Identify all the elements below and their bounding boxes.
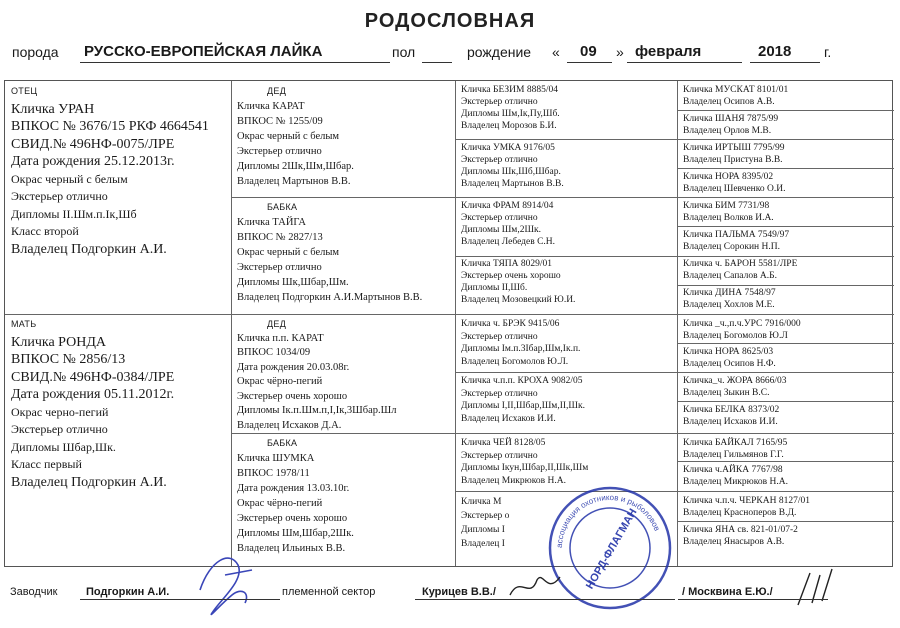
quote-open: « [552, 44, 560, 60]
gggp-line: Кличка ДИНА 7548/97 [683, 288, 776, 298]
grandparent-cell [237, 317, 451, 431]
row-divider [455, 372, 894, 373]
signature-footer [10, 586, 890, 604]
sector-value: Курицев В.В./ [422, 586, 496, 598]
mother-line: Экстерьер отлично [11, 422, 108, 436]
ggp-line: Дипломы Шк,Шб,Шбар. [461, 167, 561, 177]
ggp-cell [461, 200, 673, 255]
gggp-line: Владелец Осипов А.В. [683, 97, 775, 107]
gggp-cell [683, 200, 891, 226]
grandparent-line: Кличка п.п. КАРАТ [237, 332, 324, 344]
ggp-line: Владелец I [461, 539, 505, 549]
row-divider [231, 433, 894, 434]
ggp-line: Владелец Лебедев С.Н. [461, 237, 556, 247]
gggp-line: Владелец Янасыров А.В. [683, 537, 785, 547]
row-divider [677, 401, 894, 402]
mother-line: СВИД.№ 496НФ-0384/ЛРЕ [11, 369, 175, 385]
father-line: Дата рождения 25.12.2013г. [11, 154, 175, 169]
ggp-line: Дипломы II,Шб. [461, 283, 528, 293]
grandparent-line: Кличка КАРАТ [237, 101, 305, 112]
breed-value: РУССКО-ЕВРОПЕЙСКАЯ ЛАЙКА [84, 43, 323, 60]
gggp-line: Кличка ПАЛЬМА 7549/97 [683, 230, 790, 240]
column-divider [677, 81, 678, 566]
mother-title: МАТЬ [11, 319, 37, 329]
gggp-cell [683, 171, 891, 197]
father-line: СВИД.№ 496НФ-0075/ЛРЕ [11, 136, 175, 152]
gggp-line: Владелец Богомолов Ю.Л [683, 331, 788, 341]
gggp-line: Владелец Микрюков Н.А. [683, 477, 788, 487]
year-suffix: г. [824, 44, 832, 60]
gggp-cell [683, 464, 891, 490]
breeder-underline [80, 599, 280, 600]
sex-underline [422, 62, 452, 63]
gggp-line: Владелец Сорокин Н.П. [683, 242, 780, 252]
grandparent-line: Окрас чёрно-пегий [237, 498, 323, 509]
gggp-line: Кличка _ч.,п.ч.УРС 7916/000 [683, 319, 801, 329]
breeder-value: Подгоркин А.И. [86, 586, 170, 598]
grandparent-line: ВПКОС № 2827/13 [237, 232, 323, 243]
row-divider [677, 168, 894, 169]
row-divider [677, 521, 894, 522]
ggp-line: Экстерьер отлично [461, 450, 538, 461]
gggp-line: Кличка ИРТЫШ 7795/99 [683, 143, 785, 153]
gggp-cell [683, 142, 891, 168]
grandparent-line: Дата рождения 20.03.08г. [237, 361, 350, 373]
grandparent-line: Экстерьер отлично [237, 262, 322, 273]
birth-label: рождение [467, 44, 532, 60]
father-line: ВПКОС № 3676/15 РКФ 4664541 [11, 119, 209, 134]
row-divider [5, 314, 894, 315]
gggp-line: Кличка МУСКАТ 8101/01 [683, 85, 789, 95]
grandparent-line: Экстерьер очень хорошо [237, 513, 348, 524]
grandparent-title: БАБКА [267, 202, 298, 212]
birth-day: 09 [580, 43, 597, 60]
gggp-cell [683, 404, 891, 432]
mother-line: ВПКОС № 2856/13 [11, 352, 126, 367]
ggp-line: Экстерьер отлично [461, 331, 538, 342]
grandparent-line: Владелец Мартынов В.В. [237, 176, 351, 187]
ggp-line: Кличка ЧЕЙ 8128/05 [461, 438, 546, 448]
grandparent-line: Дата рождения 13.03.10г. [237, 483, 350, 494]
gggp-line: Кличка БИМ 7731/98 [683, 201, 770, 211]
gggp-cell [683, 437, 891, 461]
birth-month: февраля [635, 43, 702, 60]
mother-line: Кличка РОНДА [11, 334, 106, 350]
ggp-cell [461, 84, 673, 138]
mother-line: Дипломы Шбар,Шк. [11, 439, 116, 454]
grandparent-title: ДЕД [267, 86, 287, 96]
grandparent-line: Кличка ШУМКА [237, 453, 315, 464]
mother-line: Дата рождения 05.11.2012г. [11, 387, 175, 402]
grandparent-line: ВПКОС 1978/11 [237, 468, 310, 479]
gggp-line: Владелец Красноперов В.Д. [683, 508, 797, 518]
ggp-line: Кличка ч. БРЭК 9415/06 [461, 319, 560, 329]
gggp-line: Владелец Орлов М.В. [683, 126, 772, 136]
grandparent-line: Окрас чёрно-пегий [237, 376, 323, 387]
ggp-line: Экстерьер отлично [461, 97, 538, 107]
gggp-cell [683, 229, 891, 255]
column-divider [231, 81, 232, 566]
grandparent-line: Владелец Ильиных В.В. [237, 543, 346, 554]
document-title: РОДОСЛОВНАЯ [364, 10, 536, 32]
row-divider [677, 461, 894, 462]
sector-underline [415, 599, 675, 600]
head-value: / Москвина Е.Ю./ [682, 586, 773, 598]
stamp-ring-text: ассоциация охотников и рыболовов [554, 492, 662, 549]
row-divider [677, 226, 894, 227]
gggp-cell [683, 84, 891, 110]
gggp-line: Кличка ч. БАРОН 5581/ЛРЕ [683, 259, 798, 269]
grandparent-cell [237, 84, 451, 194]
grandparent-line: Владелец Исхаков Д.А. [237, 419, 342, 431]
column-divider [455, 81, 456, 566]
breed-underline [80, 62, 390, 63]
gggp-line: Владелец Волков И.А. [683, 213, 774, 223]
breeder-signature [190, 545, 270, 620]
gggp-line: Владелец Исхаков И.И. [683, 417, 778, 427]
father-title: ОТЕЦ [11, 86, 38, 96]
gggp-cell [683, 375, 891, 401]
gggp-line: Владелец Зыкин В.С. [683, 388, 770, 398]
ggp-line: Кличка ТЯПА 8029/01 [461, 259, 553, 269]
gggp-line: Кличка ч.п.ч. ЧЕРКАН 8127/01 [683, 496, 810, 506]
grandparent-line: Экстерьер отлично [237, 146, 322, 157]
father-line: Кличка УРАН [11, 101, 95, 117]
gggp-line: Владелец Шевченко О.И. [683, 184, 786, 194]
gggp-line: Кличка БЕЛКА 8373/02 [683, 405, 780, 415]
ggp-line: Владелец Богомолов Ю.Л. [461, 356, 569, 367]
gggp-line: Кличка ЯНА св. 821-01/07-2 [683, 525, 798, 535]
gggp-cell [683, 318, 891, 344]
grandparent-line: Экстерьер очень хорошо [237, 390, 348, 402]
grandparent-line: Дипломы Шк,Шбар,Шм. [237, 277, 349, 288]
gggp-line: Владелец Хохлов М.Е. [683, 300, 775, 310]
sex-label: пол [392, 44, 416, 60]
ggp-line: Дипломы Шм,2Шк. [461, 225, 542, 235]
ggp-line: Владелец Микрюков Н.А. [461, 475, 566, 486]
father-line: Экстерьер отлично [11, 189, 108, 203]
grandparent-line: ВПКОС 1034/09 [237, 347, 311, 358]
ggp-line: Экстерьер отлично [461, 155, 538, 165]
grandparent-title: ДЕД [267, 319, 287, 329]
grandparent-line: Владелец Подгоркин А.И.Мартынов В.В. [237, 292, 423, 303]
ggp-line: Дипломы I,II,Шбар,Шм,II,Шк. [461, 401, 585, 411]
grandparent-cell [237, 200, 451, 312]
father-cell [11, 83, 227, 311]
grandparent-line: Дипломы Шм,Шбар,2Шк. [237, 528, 354, 539]
ggp-line: Дипломы Iм.п.3Iбар,Шм,Iк.п. [461, 344, 581, 354]
row-divider [455, 256, 894, 257]
mother-cell [11, 316, 227, 566]
ggp-line: Владелец Мартынов В.В. [461, 179, 564, 189]
gggp-cell [683, 495, 891, 521]
mother-line: Окрас черно-пегий [11, 404, 109, 419]
ggp-line: Владелец Мозовецкий Ю.И. [461, 295, 576, 305]
ggp-cell [461, 318, 673, 372]
ggp-line: Дипломы I [461, 525, 505, 535]
mother-line: Владелец Подгоркин А.И. [11, 474, 167, 490]
gggp-cell [683, 346, 891, 372]
quote-close: » [616, 44, 624, 60]
gggp-line: Кличка_ч. ЖОРА 8666/03 [683, 376, 787, 386]
gggp-cell [683, 524, 891, 564]
gggp-cell [683, 258, 891, 284]
ggp-line: Дипломы Шм,Iк,Пу,Шб. [461, 109, 560, 119]
gggp-line: Владелец Осипов Н.Ф. [683, 359, 776, 369]
grandparent-line: ВПКОС № 1255/09 [237, 116, 323, 127]
breed-label: порода [12, 44, 59, 60]
ggp-line: Дипломы Iкун,Шбар,II,Шк,Шм [461, 463, 589, 473]
gggp-line: Владелец Гильмянов Г.Г. [683, 450, 784, 460]
gggp-line: Кличка НОРА 8395/02 [683, 172, 774, 182]
month-underline [627, 62, 742, 63]
ggp-line: Кличка ФРАМ 8914/04 [461, 201, 554, 211]
pedigree-table [4, 80, 893, 567]
gggp-line: Кличка НОРА 8625/03 [683, 347, 774, 357]
ggp-line: Владелец Морозов Б.И. [461, 121, 557, 131]
row-divider [677, 285, 894, 286]
grandparent-line: Дипломы Iк.п.Шм.п,I,Iк,3Шбар.Шл [237, 405, 397, 416]
ggp-line: Кличка УМКА 9176/05 [461, 143, 555, 153]
ggp-line: Кличка ч.п.п. КРОХА 9082/05 [461, 376, 583, 386]
birth-year: 2018 [758, 43, 792, 60]
ggp-cell [461, 375, 673, 431]
father-line: Дипломы II.Шм.п.Iк,Шб [11, 206, 137, 221]
gggp-line: Кличка БАЙКАЛ 7165/95 [683, 438, 788, 448]
ggp-line: Экстерьер отлично [461, 213, 538, 223]
breeder-label: Заводчик [10, 586, 58, 598]
mother-line: Класс первый [11, 457, 82, 471]
grandparent-line: Дипломы 2Шк,Шм,Шбар. [237, 161, 354, 172]
ggp-line: Экстерьер очень хорошо [461, 271, 561, 281]
year-underline [750, 62, 820, 63]
father-line: Окрас черный с белым [11, 171, 128, 186]
ggp-line: Экстерьер отлично [461, 388, 538, 399]
gggp-line: Кличка ШАНЯ 7875/99 [683, 114, 779, 124]
gggp-line: Владелец Сапалов А.Б. [683, 271, 777, 281]
grandparent-line: Кличка ТАЙГА [237, 217, 306, 228]
grandparent-line: Окрас черный с белым [237, 247, 340, 258]
day-underline [567, 62, 612, 63]
ggp-cell [461, 258, 673, 313]
stamp-center-text: НОРД-ФЛАГМАН [583, 506, 640, 592]
head-underline [678, 599, 828, 600]
grandparent-line: Окрас черный с белым [237, 131, 340, 142]
ggp-line: Владелец Исхаков И.И. [461, 413, 556, 424]
grandparent-title: БАБКА [267, 438, 298, 448]
ggp-line: Кличка М [461, 497, 502, 507]
gggp-line: Кличка ч.АЙКА 7767/98 [683, 465, 783, 475]
father-line: Класс второй [11, 224, 79, 238]
row-divider [231, 197, 894, 198]
gggp-line: Владелец Пристуна В.В. [683, 155, 783, 165]
ggp-line: Кличка БЕЗИМ 8885/04 [461, 85, 558, 95]
ggp-line: Экстерьер о [461, 511, 510, 521]
father-line: Владелец Подгоркин А.И. [11, 241, 167, 257]
ggp-cell [461, 142, 673, 196]
row-divider [677, 110, 894, 111]
gggp-cell [683, 287, 891, 313]
sector-label: племенной сектор [282, 586, 376, 598]
